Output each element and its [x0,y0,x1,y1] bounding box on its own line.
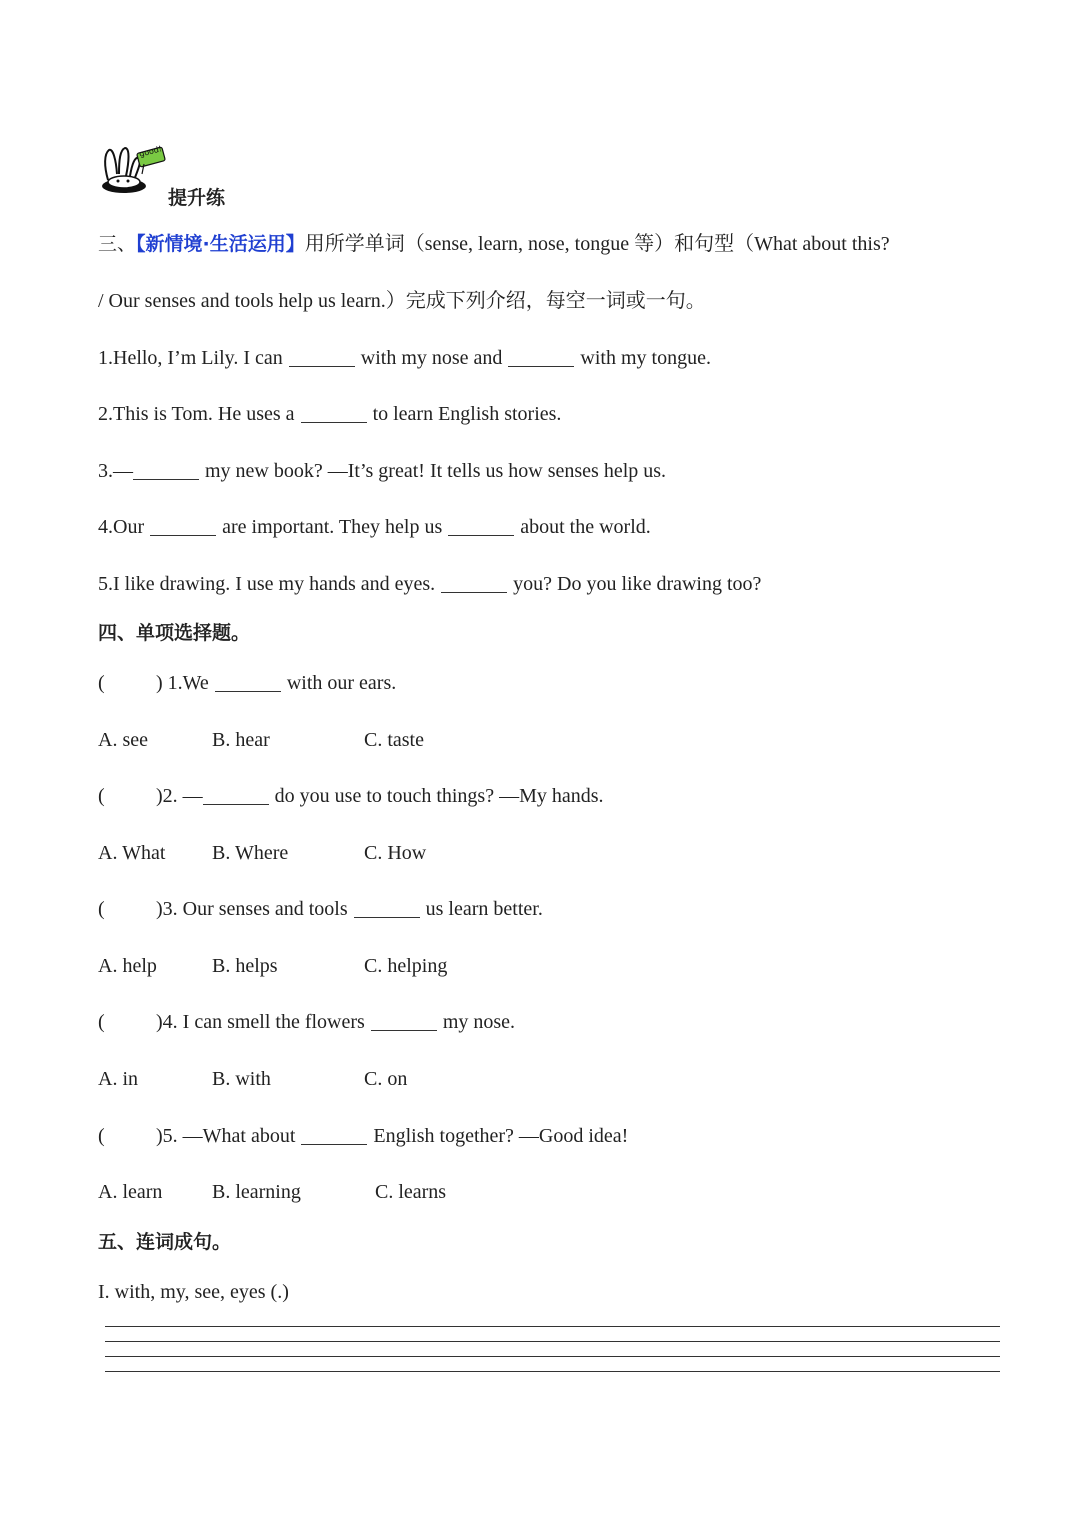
option-b[interactable]: B. with [212,1068,271,1090]
question-5 [98,1122,628,1150]
question-text: English together? —Good idea! [373,1125,629,1147]
part3-number: 三、 [98,233,137,255]
option-b[interactable]: B. Where [212,842,289,864]
item-text: about the world. [520,516,651,538]
question-text: us learn better. [425,898,543,920]
part3-item-3 [98,457,666,485]
part3-instruction-line1: 用所学单词（sense, learn, nose, tongue 等）和句型（What about this? [304,233,890,255]
blank-field[interactable] [441,572,507,593]
item-text: 2.This is Tom. He uses a [98,403,295,425]
item-text: are important. They help us [222,516,443,538]
part3-item-5 [98,570,761,598]
item-text: 5.I like drawing. I use my hands and eyes. [98,573,436,595]
question-text: )3. Our senses and tools [156,898,348,920]
option-c[interactable]: C. How [364,842,427,864]
section-title: 提升练 [168,187,226,209]
option-a[interactable]: A. see [98,729,148,751]
part3-item-4 [98,513,651,541]
blank-field[interactable] [289,346,355,367]
item-text: 3.— [98,460,133,482]
item-text: you? Do you like drawing too? [513,573,762,595]
badge-text: good! [138,144,163,159]
blank-field[interactable] [133,459,199,480]
part4-title: 四、单项选择题。 [98,622,251,644]
answer-line[interactable] [105,1341,1000,1342]
blank-field[interactable] [301,1124,367,1145]
blank-field[interactable] [150,515,216,536]
part3-instruction-line2: / Our senses and tools help us learn.）完成下列介绍，每空一词或一句。 [98,290,706,312]
part3-tag: 【新情境·生活运用】 [136,233,305,255]
option-a[interactable]: A. in [98,1068,138,1090]
blank-field[interactable] [371,1010,437,1031]
blank-field[interactable] [301,402,367,423]
option-c[interactable]: C. taste [364,729,424,751]
answer-paren[interactable]: ( [98,1125,105,1147]
question-text: )5. —What about [156,1125,296,1147]
item-text: 4.Our [98,516,145,538]
answer-paren[interactable]: ( [98,785,105,807]
blank-field[interactable] [215,671,281,692]
option-b[interactable]: B. learning [212,1181,301,1203]
question-1 [98,669,396,697]
answer-paren[interactable]: ( [98,1011,105,1033]
option-b[interactable]: B. helps [212,955,278,977]
part3-item-2 [98,400,561,428]
part3-instruction [98,230,890,258]
question-text: )2. — [156,785,203,807]
item-text: to learn English stories. [372,403,562,425]
blank-field[interactable] [203,784,269,805]
option-c[interactable]: C. learns [375,1181,447,1203]
option-a[interactable]: A. help [98,955,157,977]
question-text: )4. I can smell the flowers [156,1011,365,1033]
option-a[interactable]: A. learn [98,1181,163,1203]
part5-title: 五、连词成句。 [98,1231,232,1253]
blank-field[interactable] [508,346,574,367]
part5-item: I. with, my, see, eyes (.) [98,1281,289,1303]
item-text: with my nose and [360,347,503,369]
answer-paren[interactable]: ( [98,898,105,920]
option-a[interactable]: A. What [98,842,166,864]
question-text: with our ears. [286,672,397,694]
question-text: my nose. [442,1011,516,1033]
question-4 [98,1008,515,1036]
option-c[interactable]: C. on [364,1068,408,1090]
blank-field[interactable] [354,897,420,918]
question-3 [98,895,543,923]
option-b[interactable]: B. hear [212,729,270,751]
item-text: 1.Hello, I’m Lily. I can [98,347,283,369]
answer-line[interactable] [105,1356,1000,1357]
option-c[interactable]: C. helping [364,955,448,977]
answer-paren[interactable]: ( [98,672,105,694]
answer-line[interactable] [105,1371,1000,1372]
question-text: ) 1.We [156,672,209,694]
blank-field[interactable] [448,515,514,536]
item-text: my new book? —It’s great! It tells us how senses help us. [205,460,667,482]
question-text: do you use to touch things? —My hands. [274,785,604,807]
item-text: with my tongue. [580,347,711,369]
question-2 [98,782,604,810]
answer-line[interactable] [105,1326,1000,1327]
part3-item-1 [98,344,711,372]
